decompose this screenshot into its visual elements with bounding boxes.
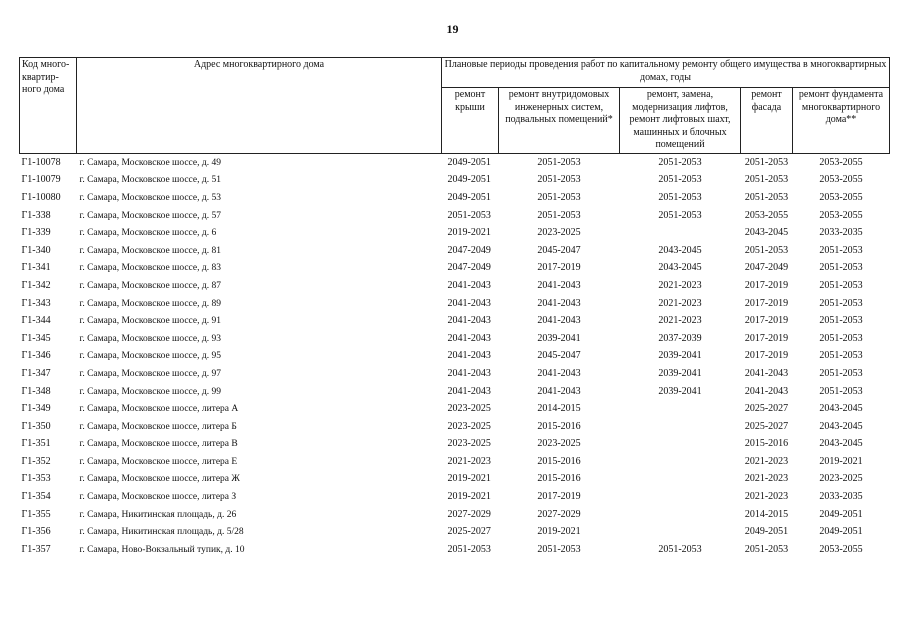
cell-engineering: 2014-2015 (537, 403, 581, 415)
cell-foundation: 2053-2055 (819, 156, 863, 168)
cell-address: г. Самара, Московское шоссе, д. 81 (79, 245, 221, 256)
cell-engineering: 2041-2043 (537, 315, 581, 327)
cell-facade: 2051-2053 (744, 244, 789, 256)
table-row (20, 418, 890, 436)
cell-roof: 2019-2021 (447, 227, 491, 239)
cell-engineering: 2051-2053 (537, 156, 581, 168)
cell-code: Г1-338 (21, 209, 51, 221)
cell-address: г. Самара, Московское шоссе, литера Е (79, 456, 238, 467)
cell-roof: 2041-2043 (447, 367, 491, 379)
cell-facade: 2041-2043 (744, 367, 789, 379)
cell-foundation: 2043-2045 (819, 438, 863, 450)
cell-address: г. Самара, Московское шоссе, литера Ж (79, 474, 240, 485)
cell-facade: 2014-2015 (744, 508, 789, 520)
cell-roof: 2047-2049 (447, 244, 491, 256)
table-row (20, 453, 890, 471)
cell-roof: 2051-2053 (447, 209, 491, 221)
cell-elevators: 2051-2053 (658, 543, 702, 555)
cell-roof: 2051-2053 (447, 543, 491, 555)
table-row (20, 365, 890, 383)
cell-elevators: 2037-2039 (658, 332, 702, 344)
cell-elevators (620, 453, 741, 471)
cell-roof: 2019-2021 (447, 491, 491, 503)
cell-facade: 2053-2055 (744, 209, 789, 221)
cell-elevators: 2021-2023 (658, 279, 702, 291)
cell-engineering: 2051-2053 (537, 543, 581, 555)
header-engineering: ремонт внутридомовых инженерных систем, подвальных помещений* (499, 88, 620, 154)
cell-foundation: 2051-2053 (819, 332, 863, 344)
table-row (20, 189, 890, 207)
cell-code: Г1-354 (21, 491, 51, 503)
header-address: Адрес многоквартирного дома (77, 58, 442, 154)
cell-engineering: 2045-2047 (537, 350, 581, 362)
cell-foundation: 2051-2053 (819, 350, 863, 362)
cell-roof: 2049-2051 (447, 191, 491, 203)
cell-roof: 2023-2025 (447, 403, 491, 415)
cell-code: Г1-10078 (21, 156, 61, 168)
cell-elevators (620, 506, 741, 524)
cell-facade: 2021-2023 (744, 473, 789, 485)
cell-facade: 2051-2053 (744, 191, 789, 203)
cell-facade: 2021-2023 (744, 491, 789, 503)
capital-repair-table (19, 57, 890, 559)
cell-facade: 2051-2053 (744, 174, 789, 186)
cell-facade: 2049-2051 (744, 526, 789, 538)
header-elevators: ремонт, замена, модернизация лифтов, ремонт лифтовых шахт, машинных и блочных помещений (620, 88, 741, 154)
cell-engineering: 2023-2025 (537, 438, 581, 450)
cell-roof: 2041-2043 (447, 315, 491, 327)
cell-roof: 2027-2029 (447, 508, 491, 520)
cell-facade: 2017-2019 (744, 297, 789, 309)
cell-address: г. Самара, Московское шоссе, д. 89 (79, 298, 221, 309)
cell-elevators: 2043-2045 (658, 262, 702, 274)
cell-foundation: 2053-2055 (819, 209, 863, 221)
cell-engineering: 2041-2043 (537, 367, 581, 379)
cell-code: Г1-348 (21, 385, 51, 397)
cell-foundation: 2051-2053 (819, 262, 863, 274)
cell-roof: 2021-2023 (447, 455, 491, 467)
cell-address: г. Самара, Московское шоссе, д. 6 (79, 228, 217, 239)
cell-foundation: 2051-2053 (819, 244, 863, 256)
page-number: 19 (446, 22, 459, 36)
cell-elevators: 2051-2053 (658, 156, 702, 168)
table-row (20, 330, 890, 348)
cell-engineering: 2051-2053 (537, 174, 581, 186)
cell-code: Г1-352 (21, 455, 51, 467)
cell-address: г. Самара, Московское шоссе, д. 97 (79, 368, 221, 379)
table-row (20, 383, 890, 401)
cell-roof: 2023-2025 (447, 438, 491, 450)
header-code: Код много-квартир-ного дома (20, 58, 77, 154)
table-row (20, 154, 890, 172)
cell-code: Г1-340 (21, 244, 51, 256)
cell-address: г. Самара, Московское шоссе, литера В (79, 439, 238, 450)
cell-address: г. Самара, Московское шоссе, литера З (79, 492, 237, 503)
cell-address: г. Самара, Московское шоссе, д. 99 (79, 386, 221, 397)
cell-elevators (620, 523, 741, 541)
cell-address: г. Самара, Московское шоссе, д. 51 (79, 175, 221, 186)
cell-elevators (620, 400, 741, 418)
cell-foundation: 2051-2053 (819, 367, 863, 379)
cell-roof: 2041-2043 (447, 279, 491, 291)
cell-foundation: 2053-2055 (819, 543, 863, 555)
table-row (20, 172, 890, 190)
cell-engineering: 2027-2029 (537, 508, 581, 520)
cell-foundation: 2051-2053 (819, 385, 863, 397)
cell-facade: 2017-2019 (744, 315, 789, 327)
cell-facade: 2017-2019 (744, 332, 789, 344)
cell-foundation: 2051-2053 (819, 315, 863, 327)
cell-roof: 2049-2051 (447, 156, 491, 168)
table-row (20, 348, 890, 366)
cell-elevators (620, 488, 741, 506)
cell-address: г. Самара, Никитинская площадь, д. 26 (79, 509, 237, 520)
table-row (20, 312, 890, 330)
cell-engineering: 2041-2043 (537, 385, 581, 397)
cell-elevators: 2021-2023 (658, 315, 702, 327)
cell-foundation: 2049-2051 (819, 508, 863, 520)
cell-elevators: 2039-2041 (658, 385, 702, 397)
cell-elevators: 2039-2041 (658, 350, 702, 362)
cell-engineering: 2019-2021 (537, 526, 581, 538)
cell-roof: 2019-2021 (447, 473, 491, 485)
cell-elevators: 2021-2023 (658, 297, 702, 309)
cell-foundation: 2053-2055 (819, 191, 863, 203)
cell-code: Г1-350 (21, 420, 51, 432)
header-periods-group: Плановые периоды проведения работ по капитальному ремонту общего имущества в многоквартирных домах, годы (442, 58, 890, 88)
cell-code: Г1-349 (21, 403, 51, 415)
cell-roof: 2025-2027 (447, 526, 491, 538)
cell-code: Г1-355 (21, 508, 51, 520)
table-row (20, 541, 890, 559)
cell-foundation: 2019-2021 (819, 455, 863, 467)
cell-roof: 2041-2043 (447, 297, 491, 309)
cell-engineering: 2041-2043 (537, 297, 581, 309)
cell-engineering: 2023-2025 (537, 227, 581, 239)
cell-engineering: 2041-2043 (537, 279, 581, 291)
cell-elevators: 2043-2045 (658, 244, 702, 256)
cell-code: Г1-10079 (21, 174, 61, 186)
cell-engineering: 2051-2053 (537, 209, 581, 221)
table-row (20, 224, 890, 242)
cell-facade: 2051-2053 (744, 543, 789, 555)
cell-code: Г1-339 (21, 227, 51, 239)
cell-roof: 2041-2043 (447, 332, 491, 344)
cell-address: г. Самара, Московское шоссе, д. 49 (79, 157, 221, 168)
cell-address: г. Самара, Московское шоссе, д. 53 (79, 192, 221, 203)
cell-code: Г1-343 (21, 297, 51, 309)
cell-foundation: 2033-2035 (819, 227, 863, 239)
cell-elevators: 2051-2053 (658, 191, 702, 203)
cell-address: г. Самара, Никитинская площадь, д. 5/28 (79, 527, 244, 538)
cell-address: г. Самара, Ново-Вокзальный тупик, д. 10 (79, 544, 245, 555)
cell-code: Г1-357 (21, 543, 51, 555)
cell-code: Г1-351 (21, 438, 51, 450)
table-row (20, 506, 890, 524)
cell-address: г. Самара, Московское шоссе, д. 83 (79, 263, 221, 274)
cell-foundation: 2049-2051 (819, 526, 863, 538)
table-row (20, 207, 890, 225)
cell-facade: 2017-2019 (744, 350, 789, 362)
cell-roof: 2049-2051 (447, 174, 491, 186)
cell-foundation: 2033-2035 (819, 491, 863, 503)
cell-elevators: 2051-2053 (658, 174, 702, 186)
cell-engineering: 2051-2053 (537, 191, 581, 203)
cell-facade: 2025-2027 (744, 403, 789, 415)
cell-code: Г1-353 (21, 473, 51, 485)
cell-foundation: 2043-2045 (819, 420, 863, 432)
cell-foundation: 2023-2025 (819, 473, 863, 485)
cell-elevators: 2051-2053 (658, 209, 702, 221)
cell-foundation: 2043-2045 (819, 403, 863, 415)
table-body (20, 154, 890, 559)
cell-facade: 2021-2023 (744, 455, 789, 467)
cell-facade: 2015-2016 (744, 438, 789, 450)
cell-address: г. Самара, Московское шоссе, д. 93 (79, 333, 221, 344)
cell-facade: 2051-2053 (744, 156, 789, 168)
cell-code: Г1-347 (21, 367, 51, 379)
table-row (20, 436, 890, 454)
cell-address: г. Самара, Московское шоссе, д. 57 (79, 210, 221, 221)
header-roof: ремонт крыши (442, 88, 499, 154)
cell-elevators: 2039-2041 (658, 367, 702, 379)
cell-address: г. Самара, Московское шоссе, д. 95 (79, 351, 221, 362)
cell-roof: 2041-2043 (447, 350, 491, 362)
cell-engineering: 2017-2019 (537, 262, 581, 274)
header-foundation: ремонт фундамента многоквартирного дома** (793, 88, 890, 154)
cell-foundation: 2051-2053 (819, 297, 863, 309)
cell-foundation: 2053-2055 (819, 174, 863, 186)
cell-engineering: 2017-2019 (537, 491, 581, 503)
table-row (20, 488, 890, 506)
cell-elevators (620, 471, 741, 489)
cell-facade: 2017-2019 (744, 279, 789, 291)
table-row (20, 295, 890, 313)
cell-engineering: 2039-2041 (537, 332, 581, 344)
cell-address: г. Самара, Московское шоссе, литера А (79, 404, 239, 415)
cell-address: г. Самара, Московское шоссе, литера Б (79, 421, 237, 432)
cell-code: Г1-10080 (21, 191, 61, 203)
cell-code: Г1-345 (21, 332, 51, 344)
table-row (20, 242, 890, 260)
cell-elevators (620, 224, 741, 242)
table-row (20, 400, 890, 418)
table-row (20, 277, 890, 295)
table-row (20, 471, 890, 489)
cell-foundation: 2051-2053 (819, 279, 863, 291)
cell-elevators (620, 436, 741, 454)
cell-roof: 2041-2043 (447, 385, 491, 397)
cell-facade: 2047-2049 (744, 262, 789, 274)
cell-engineering: 2015-2016 (537, 420, 581, 432)
cell-address: г. Самара, Московское шоссе, д. 91 (79, 316, 221, 327)
cell-code: Г1-346 (21, 350, 51, 362)
cell-code: Г1-342 (21, 279, 51, 291)
table-row (20, 523, 890, 541)
cell-engineering: 2015-2016 (537, 473, 581, 485)
cell-code: Г1-344 (21, 315, 51, 327)
cell-facade: 2041-2043 (744, 385, 789, 397)
cell-facade: 2025-2027 (744, 420, 789, 432)
cell-roof: 2047-2049 (447, 262, 491, 274)
table-row (20, 260, 890, 278)
cell-engineering: 2045-2047 (537, 244, 581, 256)
cell-address: г. Самара, Московское шоссе, д. 87 (79, 280, 221, 291)
cell-roof: 2023-2025 (447, 420, 491, 432)
cell-code: Г1-341 (21, 262, 51, 274)
cell-elevators (620, 418, 741, 436)
cell-code: Г1-356 (21, 526, 51, 538)
cell-facade: 2043-2045 (744, 227, 789, 239)
header-facade: ремонт фасада (741, 88, 793, 154)
cell-engineering: 2015-2016 (537, 455, 581, 467)
